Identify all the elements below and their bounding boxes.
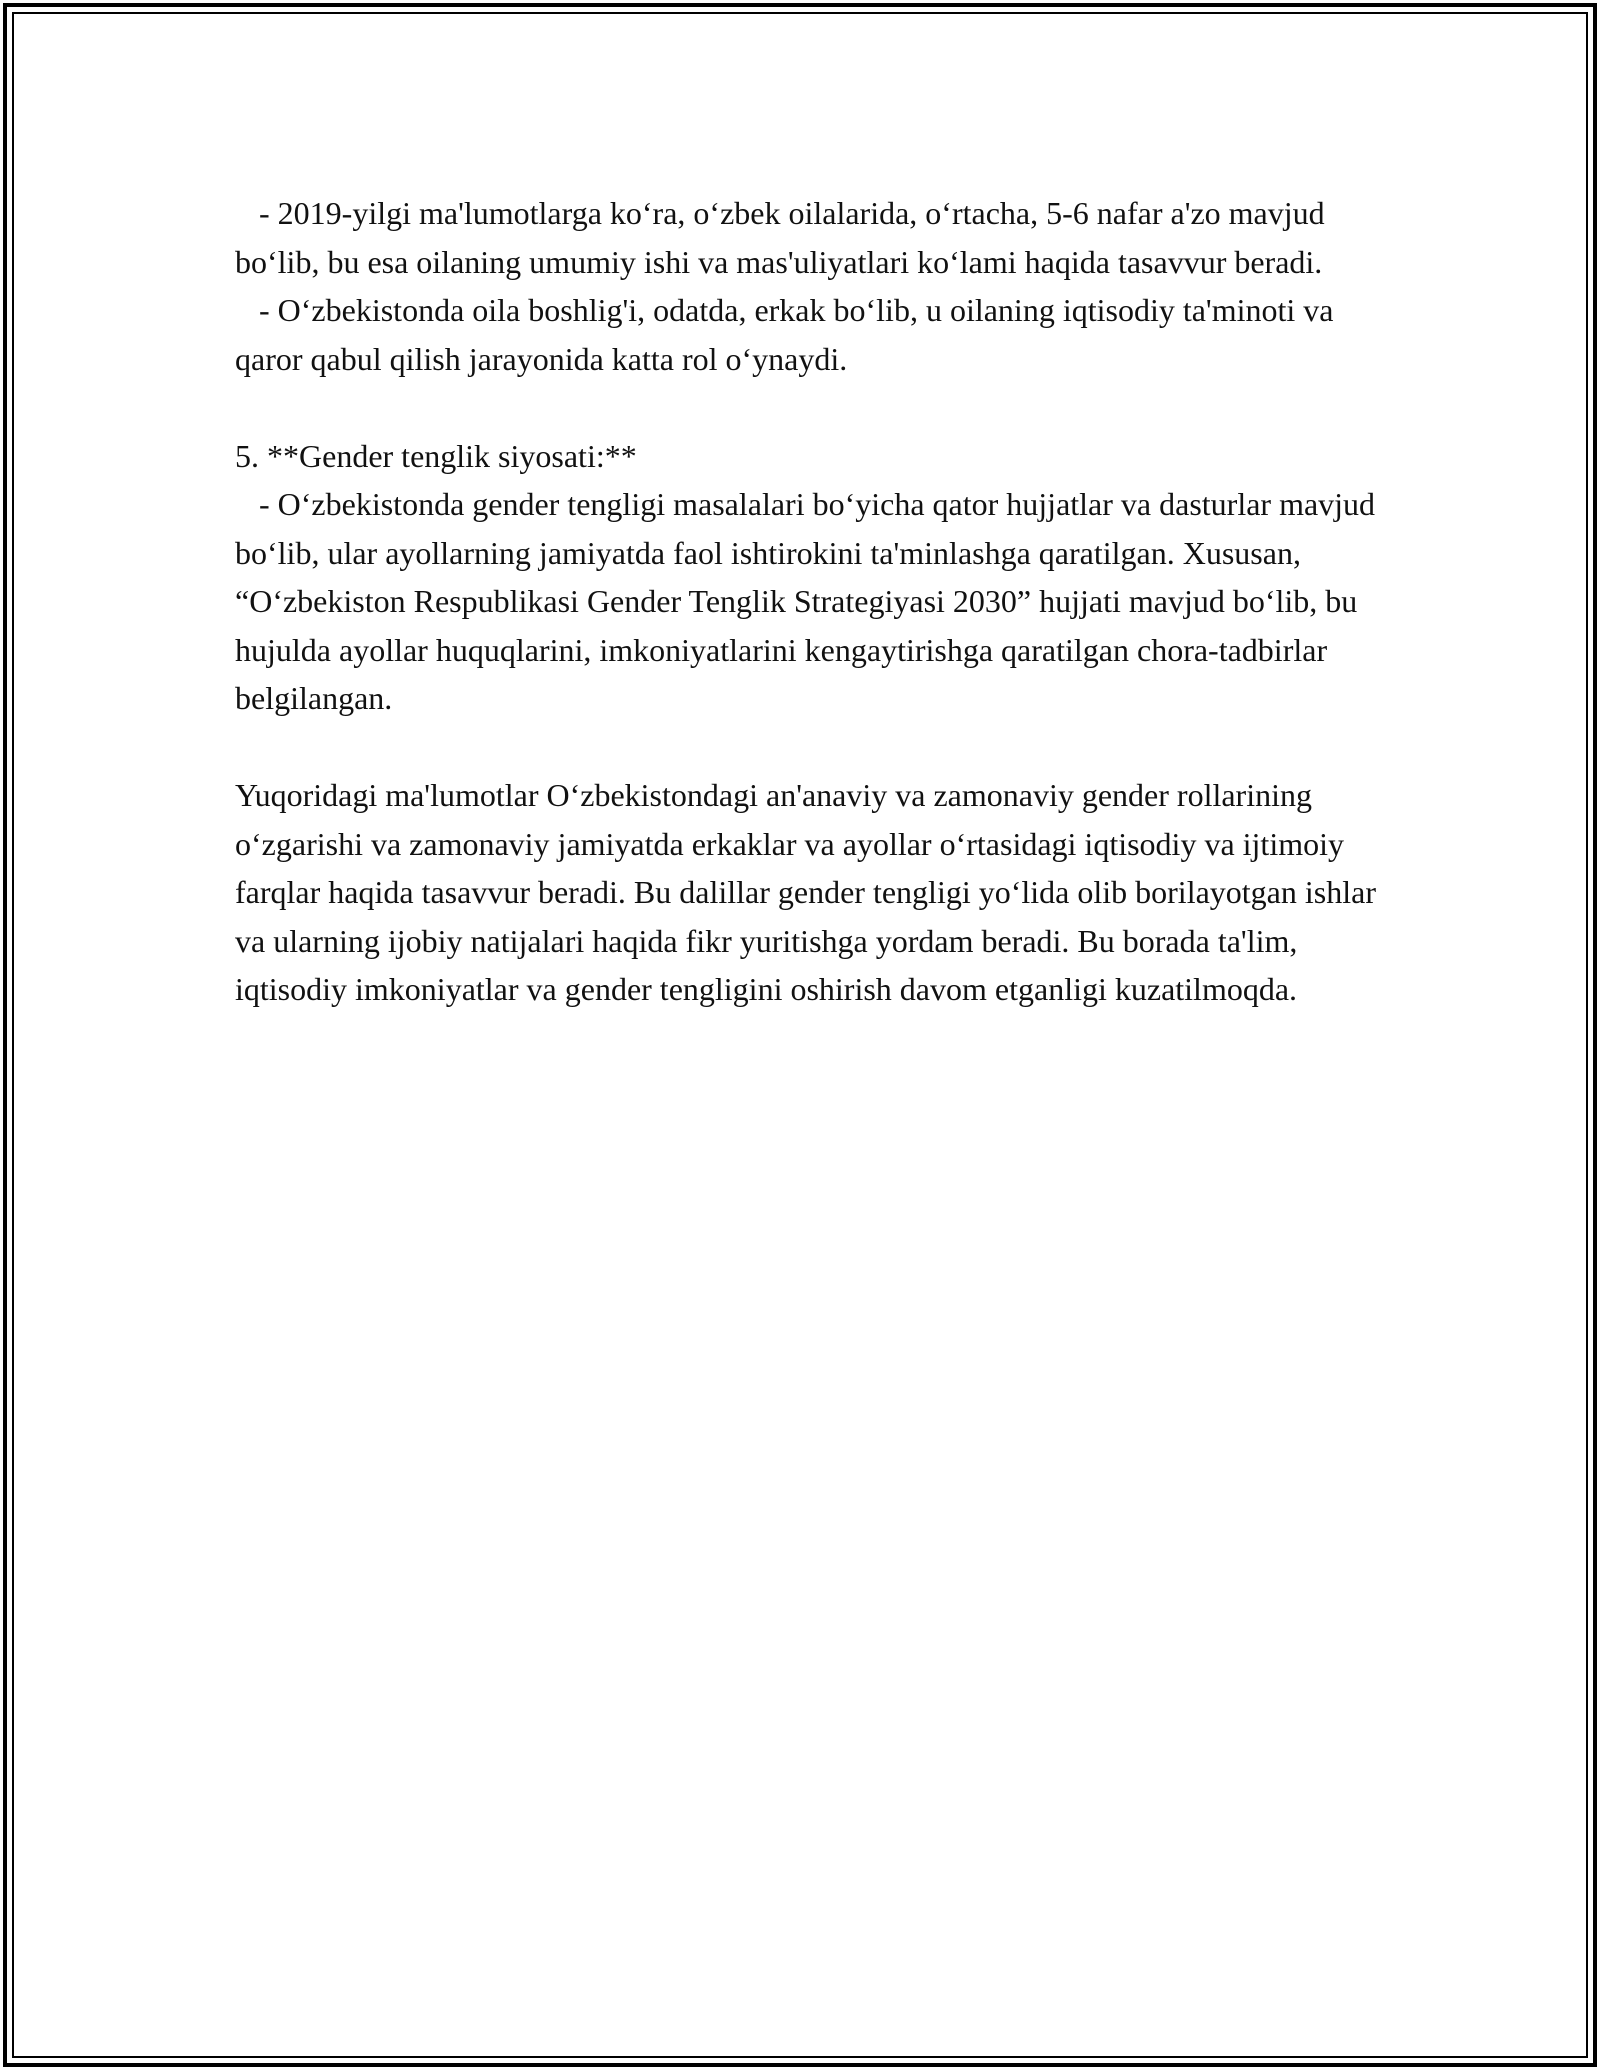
paragraph-spacer <box>235 383 1385 432</box>
paragraph-gender-policy: - O‘zbekistonda gender tengligi masalalari bo‘yicha qator hujjatlar va dasturlar mavjud bo‘lib, ular ayollarning jamiyatda faol ishtirokini ta'minlashga qaratilgan. Xususan, “O‘zbekiston Respublikasi Gender Tenglik Strategiyasi 2030” hujjati mavjud bo‘lib, bu hujulda ayollar huquqlarini, imkoniyatlarini kengaytirishga qaratilgan chora-tadbirlar belgilangan. <box>235 486 1384 716</box>
paragraph-head-of-family: - O‘zbekistonda oila boshlig'i, odatda, erkak bo‘lib, u oilaning iqtisodiy ta'minoti va qaror qabul qilish jarayonida katta rol o‘ynaydi. <box>235 292 1342 377</box>
paragraph-spacer <box>235 723 1385 772</box>
section-heading-gender-policy: 5. **Gender tenglik siyosati:** <box>235 437 637 474</box>
paragraph-family-size: - 2019-yilgi ma'lumotlarga ko‘ra, o‘zbek oilalarida, o‘rtacha, 5-6 nafar a'zo mavjud bo‘lib, bu esa oilaning umumiy ishi va mas'uliyatlari ko‘lami haqida tasavvur beradi. <box>235 195 1333 280</box>
document-body <box>235 189 1385 1014</box>
paragraph-conclusion: Yuqoridagi ma'lumotlar O‘zbekistondagi an'anaviy va zamonaviy gender rollarining o‘zgarishi va zamonaviy jamiyatda erkaklar va ayollar o‘rtasidagi iqtisodiy va ijtimoiy farqlar haqida tasavvur beradi. Bu dalillar gender tengligi yo‘lida olib borilayotgan ishlar va ularning ijobiy natijalari haqida fikr yuritishga yordam beradi. Bu borada ta'lim, iqtisodiy imkoniyatlar va gender tengligini oshirish davom etganligi kuzatilmoqda. <box>235 777 1384 1007</box>
